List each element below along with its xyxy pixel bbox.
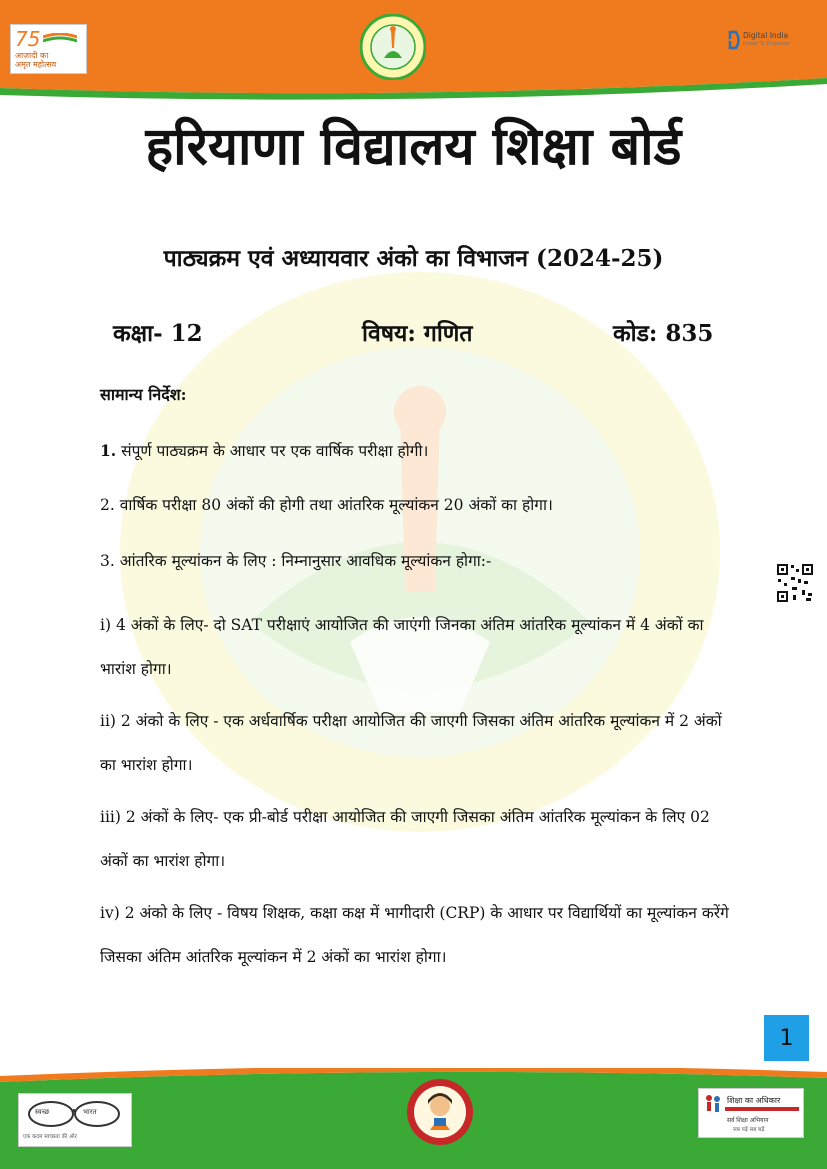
swachh-bharat-logo <box>18 1093 132 1147</box>
instruction-text: 2 अंको के लिए - एक अर्धवार्षिक परीक्षा आयोजित की जाएगी जिसका अंतिम आंतरिक मूल्यांकन में 2 अंकों का भारांश होगा। <box>100 712 722 774</box>
instruction-number: iii) <box>100 808 121 826</box>
qr-code-icon <box>776 563 814 603</box>
instruction-number: 3. <box>100 552 115 570</box>
digital-india-icon <box>728 30 742 50</box>
logo-number: 75 <box>15 27 41 51</box>
instruction-text: 2 अंको के लिए - विषय शिक्षक, कक्षा कक्ष में भागीदारी (CRP) के आधार पर विद्यार्थियों का मूल्यांकन करेंगे जिसका अंतिम आंतरिक मूल्यांकन में 2 अंकों का भारांश होगा। <box>100 904 729 966</box>
instruction-iv <box>100 891 740 979</box>
instruction-number: i) <box>100 616 112 634</box>
class-label: कक्षा- 12 <box>113 320 203 347</box>
azadi-amrit-mahotsav-logo <box>10 24 87 74</box>
instruction-ii <box>100 699 740 787</box>
code-label: कोड: 835 <box>613 320 714 347</box>
page-number: 1 <box>764 1015 809 1061</box>
instruction-text: संपूर्ण पाठ्यक्रम के आधार पर एक वार्षिक परीक्षा होगी। <box>116 442 429 460</box>
instruction-number: ii) <box>100 712 116 730</box>
instruction-text: 2 अंकों के लिए- एक प्री-बोर्ड परीक्षा आयोजित की जाएगी जिसका अंतिम आंतरिक मूल्यांकन के लिए 02 अंकों का भारांश होगा। <box>100 808 710 870</box>
section-heading: सामान्य निर्देश: <box>100 385 187 404</box>
digital-india-tagline: Power To Empower <box>743 41 791 47</box>
swachh-text: स्वच्छ <box>35 1108 50 1116</box>
haryana-board-emblem <box>360 14 426 80</box>
instruction-number: iv) <box>100 904 120 922</box>
beti-padhao-emblem <box>406 1078 474 1146</box>
rte-sub: सब पढ़ें सब बढ़ें <box>733 1127 765 1133</box>
rte-caption: सर्व शिक्षा अभियान <box>727 1117 769 1124</box>
instruction-text: आंतरिक मूल्यांकन के लिए : निम्नानुसार आवधिक मूल्यांकन होगा:- <box>114 552 492 570</box>
instruction-i <box>100 603 740 691</box>
instruction-2 <box>100 494 740 516</box>
digital-india-text: Digital India <box>743 31 789 40</box>
instruction-text: वार्षिक परीक्षा 80 अंकों की होगी तथा आंतरिक मूल्यांकन 20 अंकों का होगा। <box>114 496 553 514</box>
instruction-number: 2. <box>100 496 115 514</box>
shiksha-ka-adhikar-logo <box>698 1088 804 1138</box>
document-subtitle: पाठ्यक्रम एवं अध्यायवार अंको का विभाजन (2024-25) <box>163 245 664 272</box>
instruction-text: 4 अंकों के लिए- दो SAT परीक्षाएं आयोजित की जाएंगी जिनका अंतिम आंतरिक मूल्यांकन में 4 अंकों का भारांश होगा। <box>100 616 704 678</box>
instruction-number: 1. <box>100 441 117 460</box>
instruction-1 <box>100 440 740 462</box>
bharat-text: भारत <box>83 1108 97 1116</box>
rte-bar <box>725 1107 799 1111</box>
flag-icon <box>43 33 77 47</box>
children-icon <box>702 1093 724 1115</box>
instruction-iii <box>100 795 740 883</box>
logo-line-1: आज़ादी का <box>15 51 49 60</box>
subject-label: विषय: गणित <box>362 320 473 347</box>
rte-title: शिक्षा का अधिकार <box>727 1096 781 1105</box>
swachh-caption: एक कदम स्वच्छता की ओर <box>23 1134 77 1140</box>
instruction-3 <box>100 550 740 572</box>
logo-line-2: अमृत महोत्सव <box>15 60 57 69</box>
digital-india-logo <box>728 30 798 52</box>
board-title: हरियाणा विद्यालय शिक्षा बोर्ड <box>145 117 682 177</box>
